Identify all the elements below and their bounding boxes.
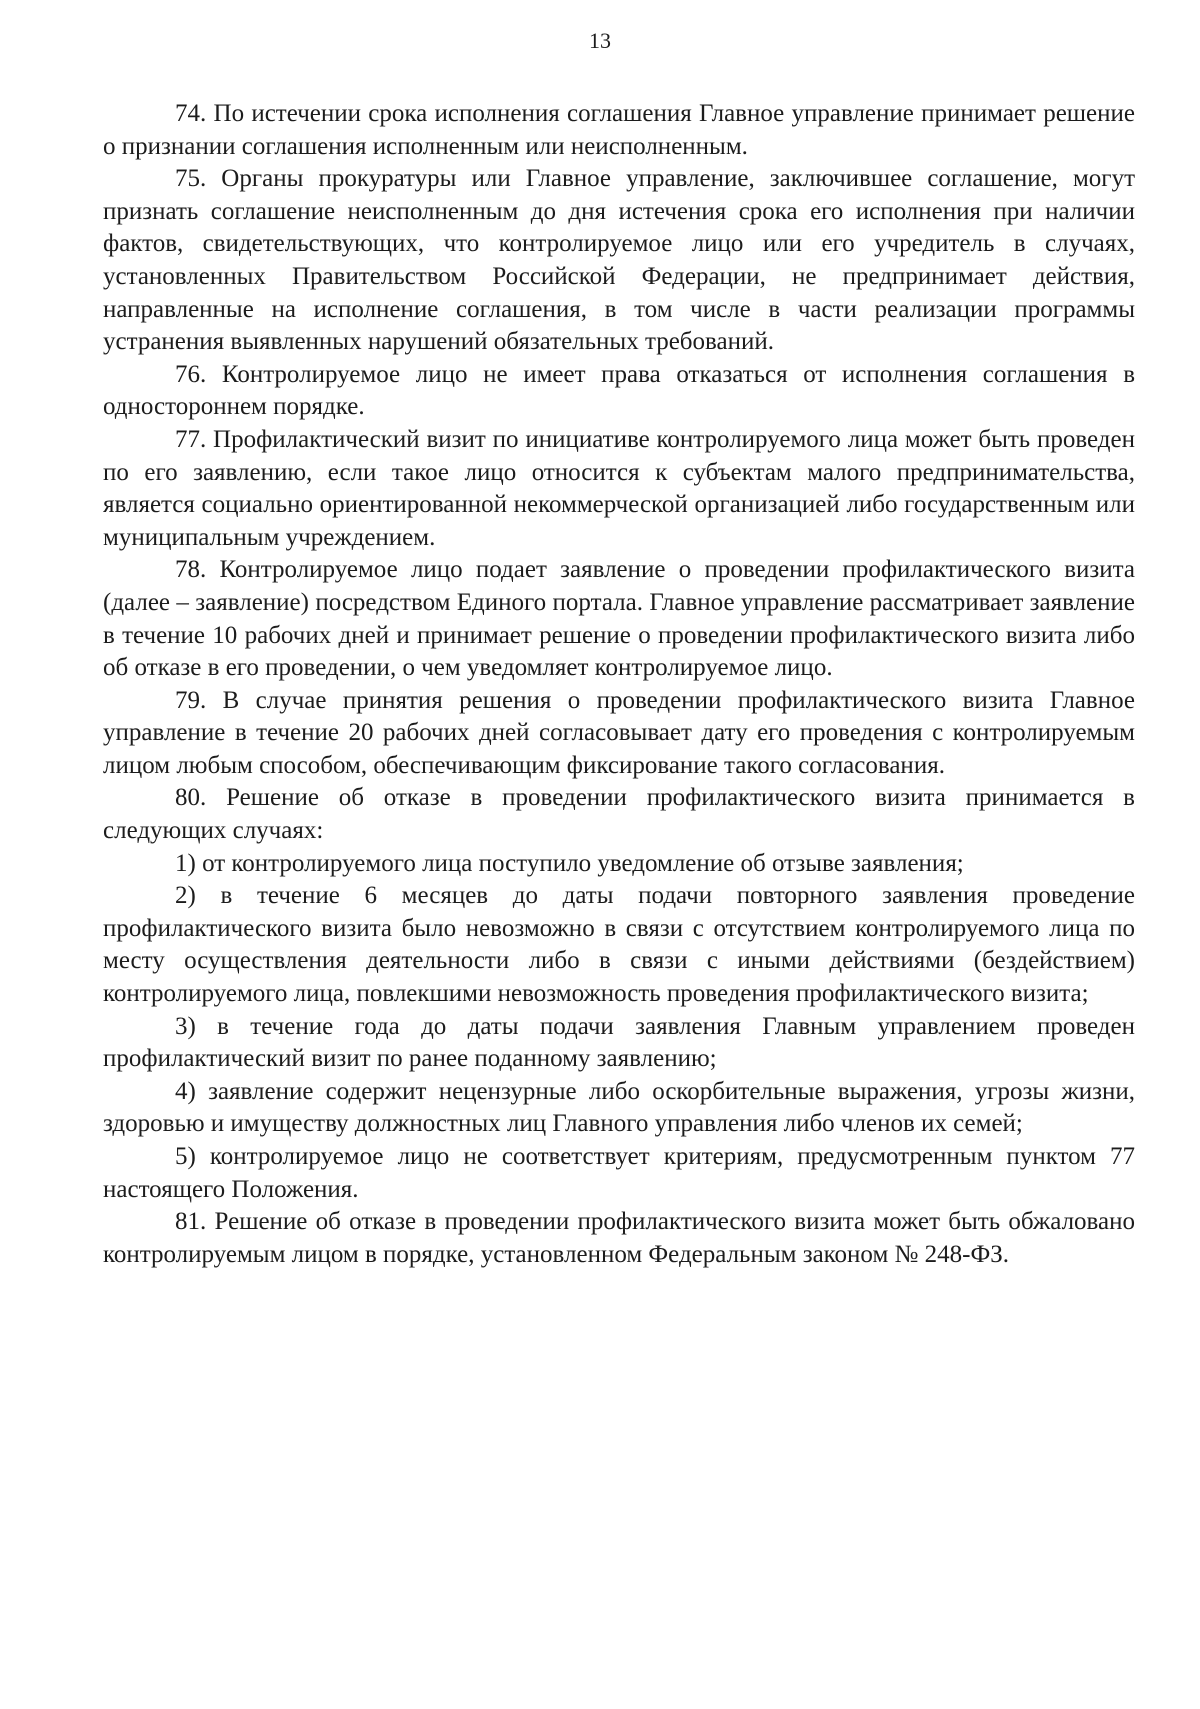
list-item-3: 3) в течение года до даты подачи заявления Главным управлением проведен профилактический визит по ранее поданному заявлению; [103,1012,1135,1073]
paragraph-81: 81. Решение об отказе в проведении профилактического визита может быть обжаловано контролируемым лицом в порядке, установленном Федеральным законом № 248-ФЗ. [103,1208,1135,1268]
list-item-2: 2) в течение 6 месяцев до даты подачи повторного заявления проведение профилактического визита было невозможно в связи с отсутствием контролируемого лица по месту осуществления деятельности либо в связи с иными действиями (бездействием) контролируемого лица, повлекшими невозможность проведения профилактического визита; [103,882,1135,1008]
list-item-5: 5) контролируемое лицо не соответствует критериям, предусмотренным пунктом 77 настоящего Положения. [103,1143,1135,1203]
paragraph-78: 78. Контролируемое лицо подает заявление о проведении профилактического визита (далее – заявление) посредством Единого портала. Главное управление рассматривает заявление в течение 10 рабочих дней и принимает решение о проведении профилактического визита либо об отказе в его проведении, о чем уведомляет контролируемое лицо. [103,556,1135,682]
list-item-1: 1) от контролируемого лица поступило уведомление об отзыве заявления; [175,849,964,877]
document-body [103,98,1135,1271]
paragraph-79: 79. В случае принятия решения о проведении профилактического визита Главное управление в течение 20 рабочих дней согласовывает дату его проведения с контролируемым лицом любым способом, обеспечивающим фиксирование такого согласования. [103,686,1135,779]
paragraph-74: 74. По истечении срока исполнения соглашения Главное управление принимает решение о признании соглашения исполненным или неисполненным. [103,100,1135,160]
paragraph-77: 77. Профилактический визит по инициативе контролируемого лица может быть проведен по его заявлению, если такое лицо относится к субъектам малого предпринимательства, является социально ориентированной некоммерческой организацией либо государственным или муниципальным учреждением. [103,425,1135,551]
list-item-4: 4) заявление содержит нецензурные либо оскорбительные выражения, угрозы жизни, здоровью и имуществу должностных лиц Главного управления либо членов их семей; [103,1077,1135,1138]
paragraph-76: 76. Контролируемое лицо не имеет права отказаться от исполнения соглашения в одностороннем порядке. [103,360,1135,421]
paragraph-80: 80. Решение об отказе в проведении профилактического визита принимается в следующих случаях: [103,784,1135,845]
paragraph-75: 75. Органы прокуратуры или Главное управление, заключившее соглашение, могут признать соглашение неисполненным до дня истечения срока его исполнения при наличии фактов, свидетельствующих, что контролируемое лицо или его учредитель в случаях, установленных Правительством Российской Федерации, не предпринимает действия, направленные на исполнение соглашения, в том числе в части реализации программы устранения выявленных нарушений обязательных требований. [103,165,1135,356]
page-number: 13 [589,28,611,53]
